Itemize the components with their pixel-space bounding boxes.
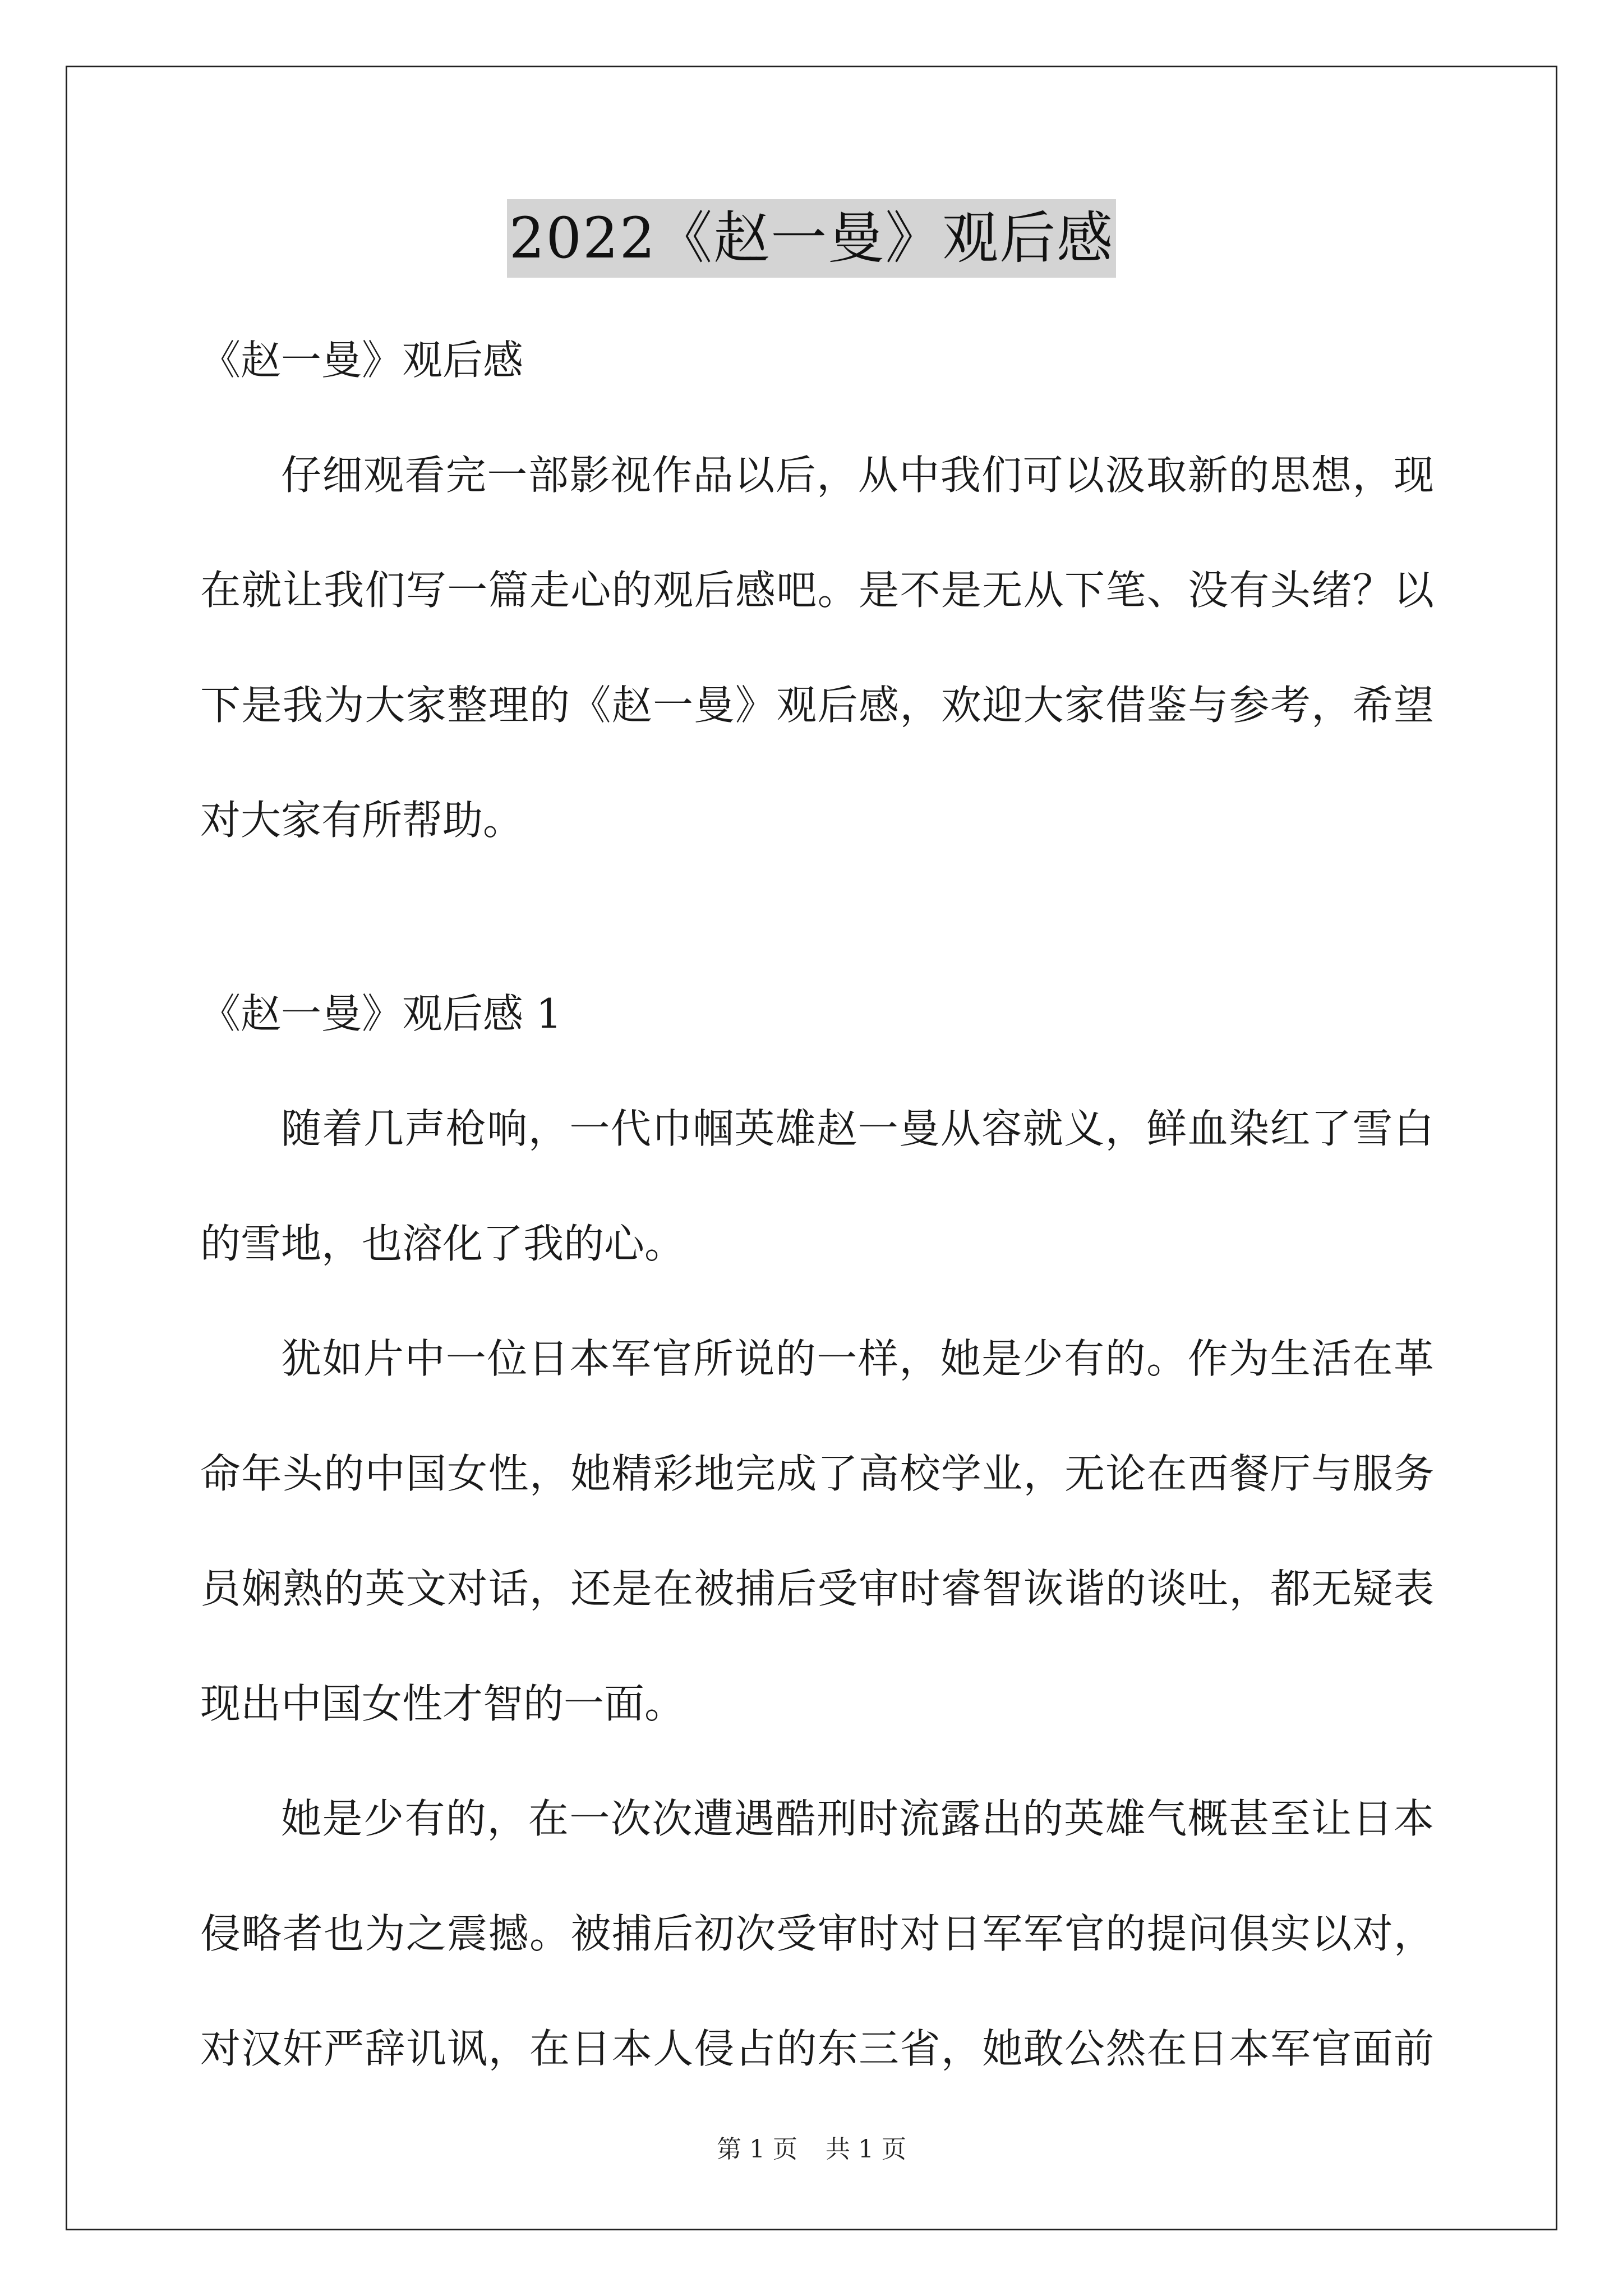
text-line: 对汉奸严辞讥讽，在日本人侵占的东三省，她敢公然在日本军官面前 <box>200 2025 1434 2072</box>
text-line: 命年头的中国女性，她精彩地完成了高校学业，无论在西餐厅与服务 <box>200 1450 1434 1497</box>
section-spacer <box>200 878 1434 956</box>
title-container <box>0 199 1623 278</box>
text-line: 下是我为大家整理的《赵一曼》观后感，欢迎大家借鉴与参考，希望 <box>200 682 1434 729</box>
section1-paragraph-1 <box>200 1071 1434 1301</box>
text-line: 她是少有的，在一次次遭遇酷刑时流露出的英雄气概甚至让日本 <box>281 1795 1434 1842</box>
document-title: 2022《赵一曼》观后感 <box>507 199 1117 278</box>
text-line: 侵略者也为之震撼。被捕后初次受审时对日军军官的提问俱实以对， <box>200 1910 1434 1957</box>
text-line: 对大家有所帮助。 <box>200 797 524 844</box>
page-footer <box>0 2129 1623 2165</box>
text-line: 现出中国女性才智的一面。 <box>200 1680 685 1727</box>
page-total: 共 1 页 <box>826 2135 906 2164</box>
intro-heading: 《赵一曼》观后感 <box>200 337 524 384</box>
text-line: 犹如片中一位日本军官所说的一样，她是少有的。作为生活在革 <box>281 1335 1434 1382</box>
document-body <box>200 303 1434 2106</box>
section1-paragraph-2 <box>200 1301 1434 1761</box>
section1-paragraph-3 <box>200 1761 1434 2106</box>
text-line: 员娴熟的英文对话，还是在被捕后受审时睿智诙谐的谈吐，都无疑表 <box>200 1565 1434 1612</box>
text-line: 的雪地，也溶化了我的心。 <box>200 1220 685 1267</box>
text-line: 仔细观看完一部影视作品以后，从中我们可以汲取新的思想，现 <box>281 452 1434 499</box>
text-line: 在就让我们写一篇走心的观后感吧。是不是无从下笔、没有头绪？以 <box>200 567 1434 614</box>
intro-paragraph <box>200 418 1434 878</box>
section1-heading: 《赵一曼》观后感 1 <box>200 990 562 1037</box>
text-line: 随着几声枪响，一代巾帼英雄赵一曼从容就义，鲜血染红了雪白 <box>281 1105 1434 1152</box>
page-number: 第 1 页 <box>717 2135 797 2164</box>
